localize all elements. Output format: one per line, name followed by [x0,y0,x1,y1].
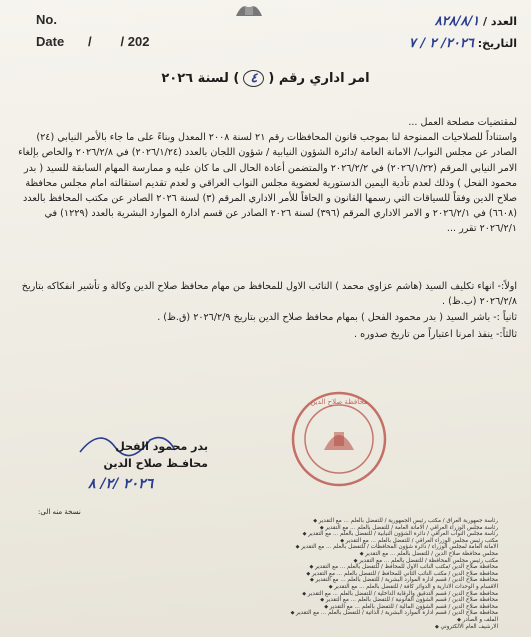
cc-item: محافظة صلاح الدين / قسم الشؤون القانونية / للتفضل بالعلم ... مع التقدير ◆ [118,597,498,604]
order-title [0,70,531,87]
date-row-ar [409,36,517,51]
order-title-suffix: ) لسنة ٢٠٢٦ [161,71,240,86]
number-row [435,14,517,29]
svg-text:محافظة صلاح الدين: محافظة صلاح الدين [310,398,368,406]
decision-3: ثالثاً:- ينفذ امرنا اعتباراً من تاريخ صدوره . [354,328,517,340]
cc-item: الملف و الصادر ◆ [118,617,498,624]
cc-item: محافظة صلاح الدين / قسم ادارة الموارد البشرية / للتفضل بالعلم ... مع التقدير ◆ [118,577,498,584]
cc-item: رئاسة مجلس الوزراء العراقي / الامانة العامة / للتفضل بالعلم ... مع التقدير ◆ [118,525,498,532]
decisions-list [11,280,517,344]
number-label: العدد / [483,15,517,28]
signature-date: ٢٠٢٦ /٢/ ٨ [88,476,154,492]
cc-item: محافظة صلاح الدين / مكتب النائب الثاني للمحافظ / للتفضل بالعلم ... مع التقدير ◆ [118,571,498,578]
body-para-1: لمقتضيات مصلحة العمل ... [408,117,517,128]
signatory-position: محافـظ صلاح الدين [103,457,208,470]
order-title-prefix: امر اداري رقم ( [268,71,370,86]
cc-item: مكتب رئيس مجلس المحافظة / للتفضل بالعلم ... مع التقدير ◆ [118,558,498,565]
order-number: ٤ [243,70,264,87]
cc-item: محافظة صلاح الدين /مكتب النائب الاول للمحافظ / للتفضل بالعلم ... مع التقدير ◆ [118,564,498,571]
iraq-eagle-emblem [232,0,266,18]
cc-item: الارشيف العام الالكتروني ◆ [118,624,498,631]
cc-item: رئاسة مجلس النواب العراقي / دائرة الشؤون النيابية / للتفضل بالعلم ... مع التقدير ◆ [118,531,498,538]
cc-list [118,518,498,630]
decision-1: اولاً:- انهاء تكليف السيد (هاشم عزاوي محمد ) النائب الاول للمحافظ من مهام محافظ صلاح الدين وكالة و تأشير انفكاكه بتاريخ ٢٠٢٦/٢/٨ (ب.ظ) . [21,281,517,307]
cc-title: نسخة منه الى: [38,508,81,516]
cc-item: محافظة صلاح الدين / قسم الشؤون المالية / للتفضل بالعلم ... مع التقدير ◆ [118,604,498,611]
cc-item: محافظة صلاح الدين / قسم ادارة الموارد البشرية / الذاتية / للتفضل بالعلم ... مع التقدير ◆ [118,610,498,617]
cc-item: الامانة العامة لمجلس الوزراء / دائرة شؤون المحافظات / للتفضل بالعلم ... مع التقدير ◆ [118,544,498,551]
signatory-name: بدر محمود الفحل [115,440,208,453]
date-value-ar: ٢٠٢٦/ ٢ / ٧ [408,36,474,51]
cc-item: محافظة صلاح الدين / قسم التدقيق والرقابة الداخلية / للتفضل بالعلم ... مع التقدير ◆ [118,591,498,598]
cc-item: رئاسة جمهورية العراق / مكتب رئيس الجمهورية / للتفضل بالعلم ... مع التقدير ◆ [118,518,498,525]
signature-block [58,438,208,472]
date-blank: / / 202 [88,34,150,49]
date-label-ar: التاريخ: [477,37,517,50]
cc-item: مكتب رئيس مجلس الوزراء العراقي / للتفضل بالعلم ... مع التقدير ◆ [118,538,498,545]
cc-item: مجلس محافظة صلاح الدين / للتفضل بالعلم ... مع التقدير ◆ [118,551,498,558]
no-label: No. [36,12,57,27]
number-value: ٨٢٨/٨/١ [434,14,480,29]
cc-item: الاقسام و الوحدات الادارية و الدوائر كافة / للتفضل بالعلم ... مع التقدير ◆ [118,584,498,591]
order-body [11,115,517,237]
body-para-2: واستناداً للصلاحيات الممنوحة لنا بموجب قانون المحافظات رقم ٢١ لسنة ٢٠٠٨ المعدل وبناءً على ما جاء بالأمر النيابي (٢٤) الصادر عن مجلس النواب/ الامانة العامة /دائرة الشؤون النيابية / شؤون اللجان بالعدد (٢٠٢٦/١/٢٤) في ٢٠٢٦/٢/٨ والخاص بإلغاء الامر النيابي المرقم (٢٠٢٦/١/٢٢) في ٢٠٢٦/٢/٢ والمتضمن أعادة الحال الى ما كان عليه و ممارسة المهام السابقة للسيد ( بدر محمود الفحل ) وذلك لعدم تأدية اليمين الدستورية لعضوية مجلس النواب العراقي و لعدم تقديم استقالته امام مجلس محافظة صلاح الدين وفقاً للسياقات التي رسمها القانون و الحاقاً للأمر الاداري المرقم (٣) لسنة ٢٠٢٦ الصادر عن مكتب المحافظ بالعدد (٦٦٠٨) في ٢٠٢٦/٢/١ و الامر الاداري المرقم (٣٩٦) لسنة ٢٠٢٦ الصادر عن قسم ادارة الموارد البشرية بالعدد (١٢٢٩) في ٢٠٢٦/٢/١ تقرر ... [18,132,517,235]
date-label: Date [36,34,65,49]
decision-2: ثانياً :- باشر السيد ( بدر محمود الفحل ) بمهام محافظ صلاح الدين بتاريخ ٢٠٢٦/٢/٩ (ق.ظ) . [157,312,517,323]
official-seal-stamp [290,390,388,488]
